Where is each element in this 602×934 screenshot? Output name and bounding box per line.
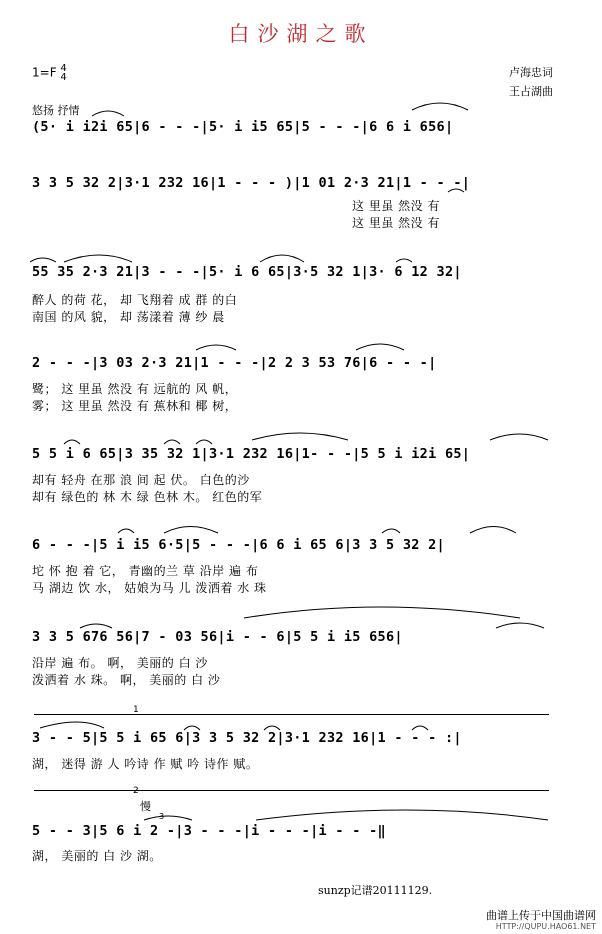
notation-row-8: 3 - - 5|5 5 i 65 6|3 3 5 32 2|3·1 232 16|1 - - - :| bbox=[32, 730, 462, 746]
time-denominator: 4 bbox=[60, 72, 67, 83]
notation-row-5: 5 5 i 6 65|3 35 32 1|3·1 232 16|1- - -|5 5 i i2i 65| bbox=[32, 446, 471, 462]
lyric-row-5-verse-1: 却有 轻舟 在那 浪 间 起 伏。 白色的沙 bbox=[32, 473, 250, 487]
song-title: 白沙湖之歌 bbox=[228, 22, 374, 46]
lyric-row-3-verse-1: 醉人 的荷 花， 却 飞翔着 成 群 的白 bbox=[32, 293, 238, 307]
volta-2-number: 2 bbox=[133, 786, 139, 796]
lyric-row-2-verse-2: 这 里虽 然没 有 bbox=[352, 216, 440, 230]
triplet-marking: 3 bbox=[159, 812, 165, 821]
lyric-row-6-verse-2: 马 湖边 饮 水， 姑娘为马 儿 泼洒着 水 珠 bbox=[32, 581, 267, 595]
transcriber-note: sunzp记谱20111129. bbox=[318, 884, 433, 897]
notation-row-3: 55 35 2·3 21|3 - - -|5· i 6 65|3·5 32 1|3· 6 12 32| bbox=[32, 264, 462, 280]
site-watermark: 曲谱上传于中国曲谱网 bbox=[486, 909, 596, 922]
composer: 王占湖曲 bbox=[509, 85, 553, 98]
site-url-watermark: HTTP://QUPU.HAO61.NET bbox=[495, 922, 596, 931]
lyric-row-8: 湖， 迷得 游 人 吟诗 作 赋 吟 诗作 赋。 bbox=[32, 757, 259, 771]
lyric-row-5-verse-2: 却有 绿色的 林 木 绿 色林 木。 红色的军 bbox=[32, 490, 263, 504]
lyric-row-6-verse-1: 坨 怀 抱 着 它， 青幽的兰 草 沿岸 遍 布 bbox=[32, 564, 259, 578]
volta-1-number: 1 bbox=[133, 705, 139, 715]
lyric-row-7-verse-2: 泼洒着 水 珠。 啊， 美丽的 白 沙 bbox=[32, 673, 221, 687]
lyricist: 卢海忠词 bbox=[509, 66, 553, 79]
notation-row-6: 6 - - -|5 i i5 6·5|5 - - -|6 6 i 65 6|3 3 5 32 2| bbox=[32, 537, 445, 553]
time-numerator: 4 bbox=[60, 63, 67, 74]
lyric-row-4-verse-1: 鹭； 这 里虽 然没 有 远航的 风 帆， bbox=[32, 382, 238, 396]
notation-row-2: 3 3 5 32 2|3·1 232 16|1 - - - )|1 01 2·3 21|1 - - -| bbox=[32, 175, 471, 191]
lyric-row-4-verse-2: 雾； 这 里虽 然没 有 蕉林和 椰 树， bbox=[32, 399, 238, 413]
tempo-marking: 悠扬 抒情 bbox=[32, 104, 80, 117]
lyric-row-3-verse-2: 南国 的风 貌， 却 荡漾着 薄 纱 晨 bbox=[32, 310, 225, 324]
notation-row-4: 2 - - -|3 03 2·3 21|1 - - -|2 2 3 53 76|6 - - -| bbox=[32, 355, 437, 371]
notation-row-9: 5 - - 3|5 6 i 2 -|3 - - -|i - - -|i - - -‖ bbox=[32, 823, 386, 839]
lyric-row-7-verse-1: 沿岸 遍 布。 啊， 美丽的 白 沙 bbox=[32, 656, 208, 670]
lyric-row-9: 湖， 美丽的 白 沙 湖。 bbox=[32, 849, 162, 863]
lyric-row-2-verse-1: 这 里虽 然没 有 bbox=[352, 199, 440, 213]
notation-row-7: 3 3 5 676 56|7 - 03 56|i - - 6|5 5 i i5 656| bbox=[32, 629, 403, 645]
notation-row-1: (5· i i2i 65|6 - - -|5· i i5 65|5 - - -|6 6 i 656| bbox=[32, 119, 454, 135]
tempo-change-marking: 慢 bbox=[140, 800, 151, 813]
key-label: 1=F bbox=[32, 65, 57, 80]
